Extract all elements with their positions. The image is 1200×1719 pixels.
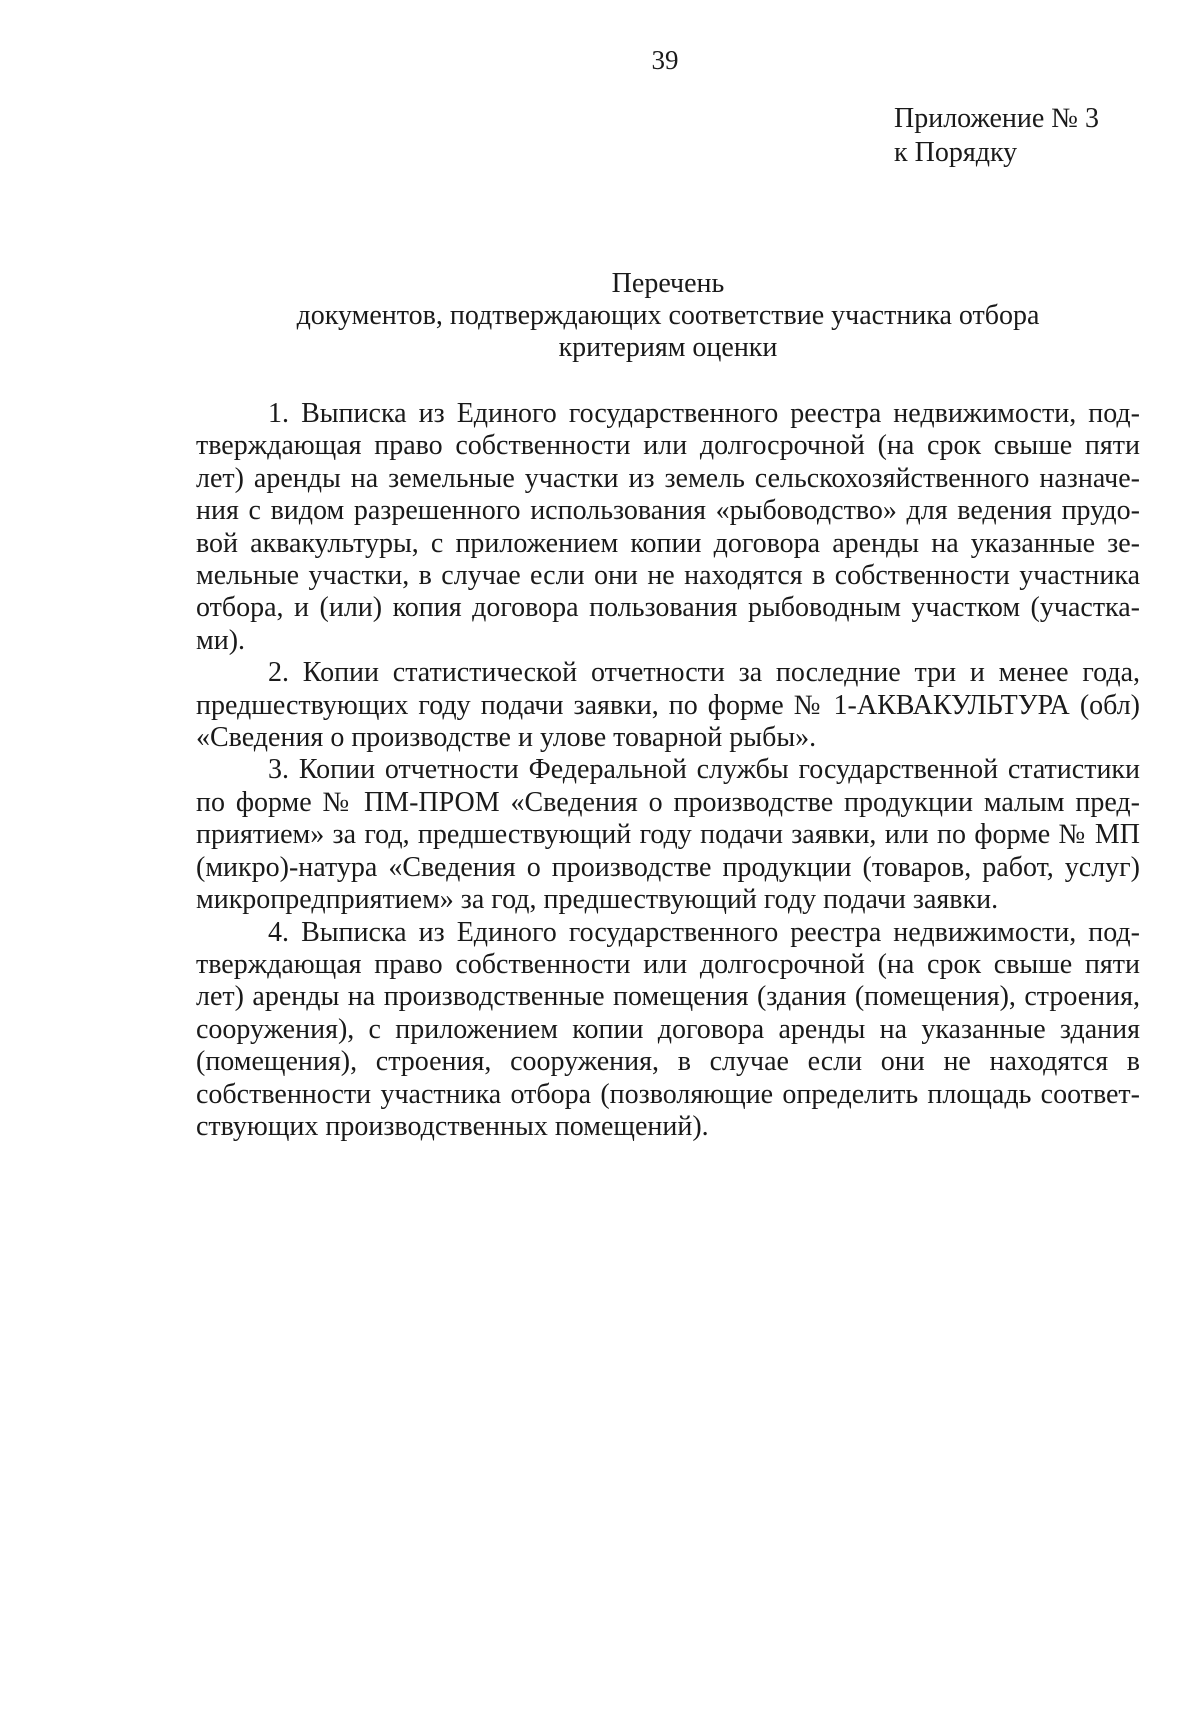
list-item-4 — [196, 917, 1140, 1144]
list-item-3 — [196, 754, 1140, 916]
title-line-3: критериям оценки — [558, 332, 778, 363]
document-body — [196, 398, 1140, 1143]
item-text: Копии отчетности Федеральной службы государственной статистики по форме № ПМ-ПРОМ «Сведения о производстве продукции малым предприятием» за год, предшествующий году подачи заявки, или по форме № МП (микро)-натура «Сведения о производстве продукции (товаров, работ, услуг) микропредприятием» за год, предшествующий году подачи заявки. — [196, 754, 1141, 916]
appendix-line-1: Приложение № 3 — [894, 103, 1099, 134]
list-item-1 — [196, 398, 1140, 657]
title-line-2: документов, подтверждающих соответствие участника отбора — [296, 300, 1040, 331]
item-text: Выписка из Единого государственного реестра недвижимости, подтверждающая право собственности или долгосрочной (на срок свыше пяти лет) аренды на земельные участки из земель сельскохозяйственного назначения с видом разрешенного использования «рыбоводство» для ведения прудовой аквакультуры, с приложением копии договора аренды на указанные земельные участки, в случае если они не находятся в собственности участника отбора, и (или) копия договора пользования рыбоводным участком (участками). — [196, 398, 1140, 656]
page-number: 39 — [651, 45, 679, 75]
document-title — [196, 268, 1140, 364]
list-item-2 — [196, 657, 1140, 754]
item-text: Выписка из Единого государственного реестра недвижимости, подтверждающая право собственности или долгосрочной (на срок свыше пяти лет) аренды на производственные помещения (здания (помещения), строения, сооружения), с приложением копии договора аренды на указанные здания (помещения), строения, сооружения, в случае если они не находятся в собственности участника отбора (позволяющие определить площадь соответствующих производственных помещений). — [196, 916, 1140, 1142]
item-number: 1. — [268, 398, 289, 429]
title-line-1: Перечень — [611, 268, 725, 299]
appendix-reference — [894, 102, 1174, 170]
item-text: Копии статистической отчетности за последние три и менее года, предшествующих году подачи заявки, по форме № 1-АКВАКУЛЬТУРА (обл) «Сведения о производстве и улове товарной рыбы». — [196, 657, 1141, 754]
appendix-line-2: к Порядку — [894, 137, 1018, 168]
item-number: 2. — [268, 657, 289, 689]
item-number: 4. — [268, 916, 289, 948]
item-number: 3. — [268, 754, 289, 786]
